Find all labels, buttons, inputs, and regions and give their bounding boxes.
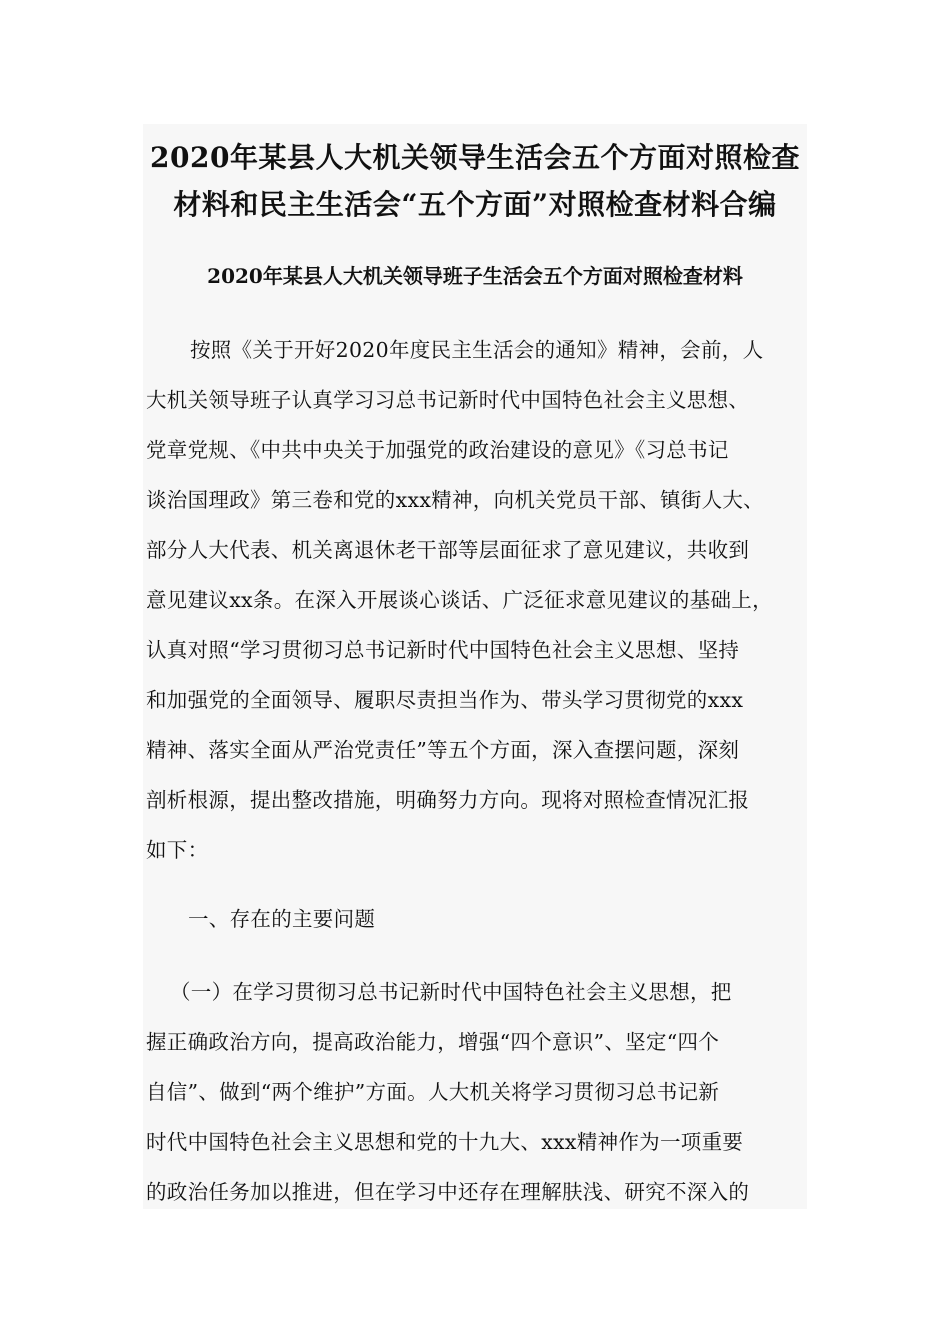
paragraph-2-line-5: 的政治任务加以推进，但在学习中还存在理解肤浅、研究不深入的: [146, 1180, 750, 1204]
section-heading: 一、存在的主要问题: [188, 907, 376, 931]
paragraph-1-line-6: 意见建议xx条。在深入开展谈心谈话、广泛征求意见建议的基础上，: [146, 588, 773, 612]
paragraph-1-line-1: 按照《关于开好2020年度民主生活会的通知》精神，会前，人: [190, 338, 764, 362]
document-title-line-2: 材料和民主生活会“五个方面”对照检查材料合编: [173, 188, 777, 221]
paragraph-1-line-5: 部分人大代表、机关离退休老干部等层面征求了意见建议，共收到: [146, 538, 750, 562]
paragraph-1-line-4: 谈治国理政》第三卷和党的xxx精神，向机关党员干部、镇街人大、: [146, 488, 764, 512]
paragraph-1-line-9: 精神、落实全面从严治党责任”等五个方面，深入查摆问题，深刻: [146, 738, 740, 762]
paragraph-2-line-1: （一）在学习贯彻习总书记新时代中国特色社会主义思想，把: [170, 980, 732, 1004]
paragraph-1-line-2: 大机关领导班子认真学习习总书记新时代中国特色社会主义思想、: [146, 388, 750, 412]
paragraph-2-line-3: 自信”、做到“两个维护”方面。人大机关将学习贯彻习总书记新: [146, 1080, 720, 1104]
document-subtitle: 2020年某县人大机关领导班子生活会五个方面对照检查材料: [207, 264, 743, 288]
paragraph-2-line-4: 时代中国特色社会主义思想和党的十九大、xxx精神作为一项重要: [146, 1130, 744, 1154]
paragraph-1-line-11: 如下：: [146, 838, 209, 862]
paragraph-1-line-3: 党章党规、《中共中央关于加强党的政治建设的意见》《习总书记: [146, 438, 729, 462]
paragraph-2-line-2: 握正确政治方向，提高政治能力，增强“四个意识”、坚定“四个: [146, 1030, 720, 1054]
document-title-line-1: 2020年某县人大机关领导生活会五个方面对照检查: [150, 141, 800, 174]
paragraph-1-line-7: 认真对照“学习贯彻习总书记新时代中国特色社会主义思想、坚持: [146, 638, 740, 662]
paragraph-1-line-10: 剖析根源，提出整改措施，明确努力方向。现将对照检查情况汇报: [146, 788, 750, 812]
paragraph-1-line-8: 和加强党的全面领导、履职尽责担当作为、带头学习贯彻党的xxx: [146, 688, 744, 712]
